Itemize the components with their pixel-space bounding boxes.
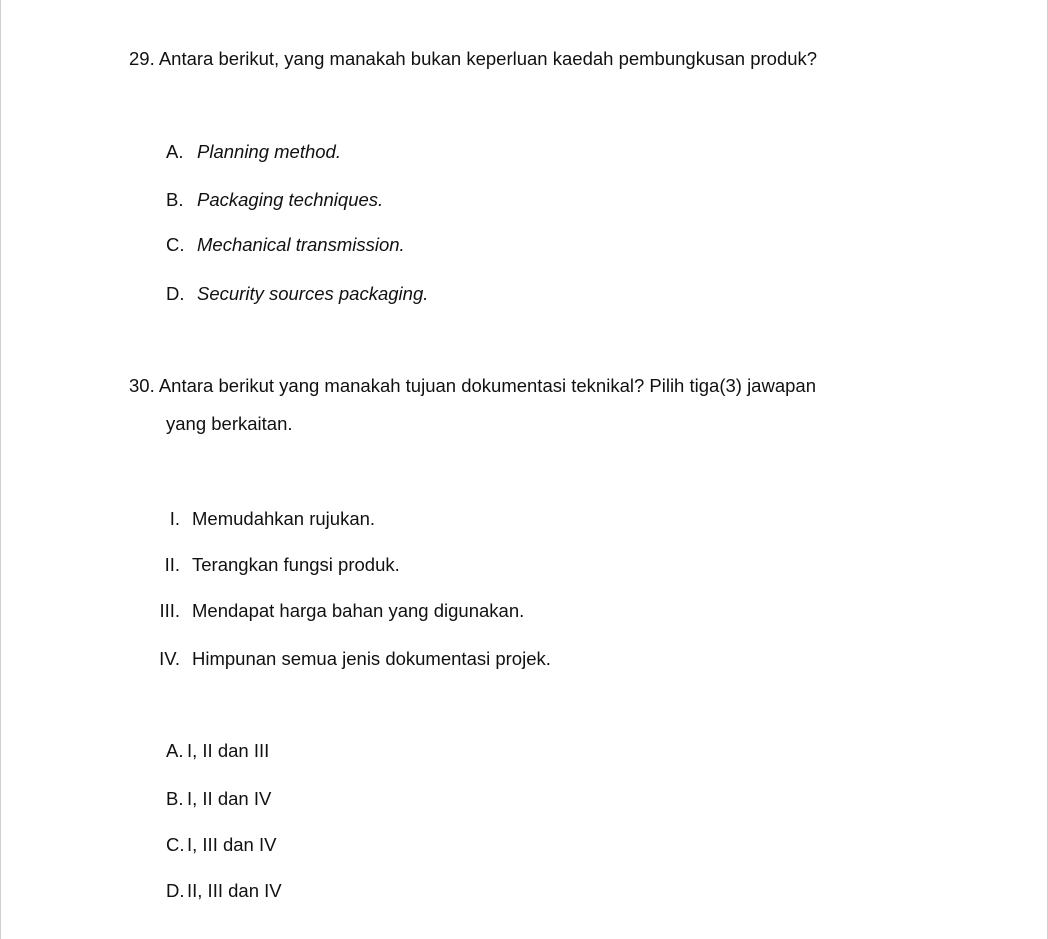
q30-option-b[interactable] [166, 790, 271, 809]
question-30 [129, 377, 816, 396]
option-letter: C. [166, 834, 185, 855]
statement-numeral: III. [159, 600, 180, 621]
option-letter: D. [166, 283, 185, 304]
option-text: Security sources packaging. [197, 283, 429, 304]
statement-i [140, 510, 375, 529]
option-text: I, II dan III [187, 740, 270, 761]
question-number: 29. [129, 48, 155, 69]
option-letter: A. [166, 141, 184, 162]
question-30-continuation [166, 415, 293, 434]
option-letter: A. [166, 740, 184, 761]
option-text: I, II dan IV [187, 788, 272, 809]
option-text: II, III dan IV [187, 880, 282, 901]
statement-numeral: I. [169, 508, 180, 529]
question-text: Antara berikut yang manakah tujuan dokumentasi teknikal? Pilih tiga(3) jawapan [158, 375, 816, 396]
question-text: Antara berikut, yang manakah bukan keperluan kaedah pembungkusan produk? [158, 48, 818, 69]
option-text: Mechanical transmission. [197, 234, 405, 255]
statement-text: Mendapat harga bahan yang digunakan. [192, 600, 525, 621]
option-text: Packaging techniques. [197, 189, 384, 210]
statement-numeral: II. [164, 554, 180, 575]
q29-option-c[interactable] [166, 236, 405, 255]
option-letter: B. [166, 788, 184, 809]
statement-text: Himpunan semua jenis dokumentasi projek. [192, 648, 551, 669]
option-letter: B. [166, 189, 184, 210]
statement-ii [140, 556, 400, 575]
page-left-border [0, 0, 1, 939]
statement-iii [140, 602, 524, 621]
statement-text: Terangkan fungsi produk. [192, 554, 400, 575]
option-text: I, III dan IV [187, 834, 277, 855]
option-text: Planning method. [197, 141, 341, 162]
option-letter: C. [166, 234, 185, 255]
question-number: 30. [129, 375, 155, 396]
q29-option-a[interactable] [166, 143, 341, 162]
statement-numeral: IV. [159, 648, 180, 669]
statement-text: Memudahkan rujukan. [192, 508, 376, 529]
question-text: yang berkaitan. [166, 413, 293, 434]
statement-iv [140, 650, 551, 669]
q29-option-d[interactable] [166, 285, 428, 304]
q30-option-c[interactable] [166, 836, 276, 855]
q30-option-a[interactable] [166, 742, 269, 761]
option-letter: D. [166, 880, 185, 901]
q29-option-b[interactable] [166, 191, 383, 210]
question-29 [129, 50, 817, 69]
q30-option-d[interactable] [166, 882, 282, 901]
